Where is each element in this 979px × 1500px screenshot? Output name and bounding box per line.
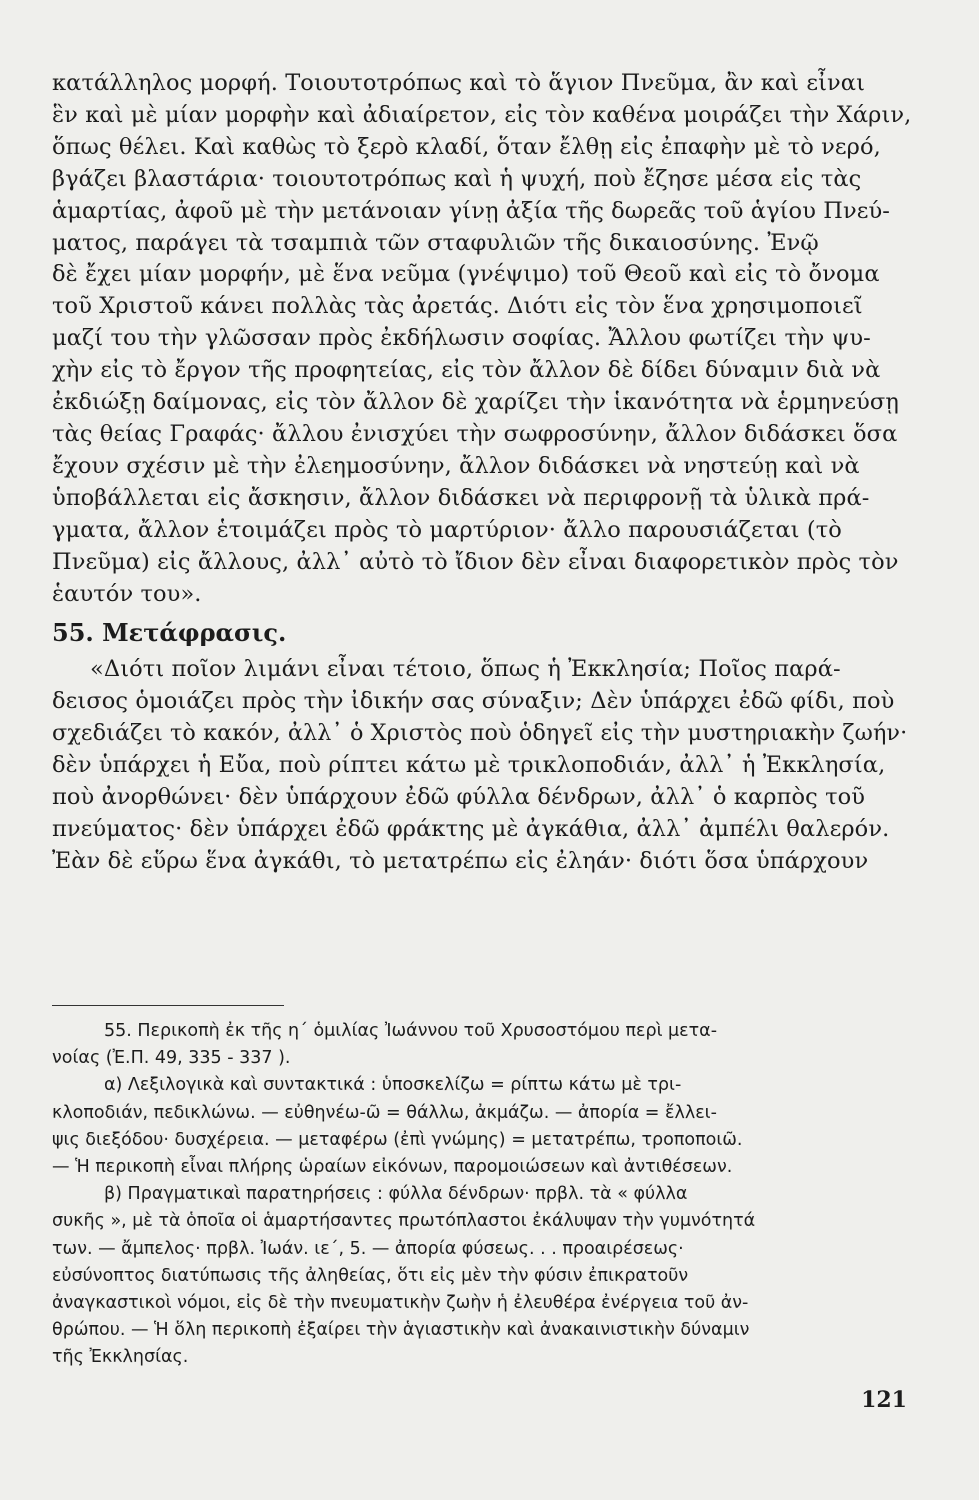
section-heading: 55. Μετάφρασις.: [52, 618, 287, 648]
footnote-line: β) Πραγματικαὶ παρατηρήσεις : φύλλα δένδρων· πρβλ. τὰ « φύλλα: [104, 1184, 688, 1205]
footnote-line: ἀναγκαστικοὶ νόμοι, εἰς δὲ τὴν πνευματικὴν ζωὴν ἡ ἐλευθέρα ἐνέργεια τοῦ ἀν-: [52, 1293, 749, 1314]
footnote-line: 55. Περικοπὴ ἐκ τῆς η΄ ὁμιλίας Ἰωάννου τοῦ Χρυσοστόμου περὶ μετα-: [104, 1021, 718, 1041]
footnote-line: νοίας (Ἐ.Π. 49, 335 - 337 ).: [52, 1048, 291, 1069]
text-line: κατάλληλος μορφή. Τοιουτοτρόπως καὶ τὸ ἅγιον Πνεῦμα, ἂν καὶ εἶναι: [52, 70, 865, 96]
text-line: σχεδιάζει τὸ κακόν, ἀλλ᾽ ὁ Χριστὸς ποὺ ὁδηγεῖ εἰς τὴν μυστηριακὴν ζωήν·: [52, 720, 908, 747]
footnote-line: κλοποδιάν, πεδικλώνω. — εὐθηνέω-ῶ = θάλλω, ἀκμάζω. — ἀπορία = ἔλλει-: [52, 1102, 717, 1123]
footnote-line: ψις διεξόδου· δυσχέρεια. — μεταφέρω (ἐπὶ γνώμης) = μετατρέπω, τροποποιῶ.: [52, 1129, 743, 1150]
footnote-line: θρώπου. — Ἡ ὅλη περικοπὴ ἐξαίρει τὴν ἁγιαστικὴν καὶ ἀνακαινιστικὴν δύναμιν: [52, 1320, 750, 1341]
text-line: γματα, ἄλλον ἑτοιμάζει πρὸς τὸ μαρτύριον· ἄλλο παρουσιάζεται (τὸ: [52, 516, 842, 543]
text-line: δὲ ἔχει μίαν μορφήν, μὲ ἕνα νεῦμα (γνέψιμο) τοῦ Θεοῦ καὶ εἰς τὸ ὄνομα: [52, 261, 880, 288]
footnote-line: τῆς Ἐκκλησίας.: [52, 1347, 189, 1368]
text-line: τὰς θείας Γραφάς· ἄλλου ἐνισχύει τὴν σωφροσύνην, ἄλλον διδάσκει ὅσα: [52, 420, 898, 447]
text-line: βγάζει βλαστάρια· τοιουτοτρόπως καὶ ἡ ψυχή, ποὺ ἔζησε μέσα εἰς τὰς: [52, 165, 862, 192]
text-line: χὴν εἰς τὸ ἔργον τῆς προφητείας, εἰς τὸν ἄλλον δὲ δίδει δύναμιν διὰ νὰ: [52, 357, 881, 384]
footnotes: [52, 1018, 912, 1372]
footnote-line: εὐσύνοπτος διατύπωσις τῆς ἀληθείας, ὅτι εἰς μὲν τὴν φύσιν ἐπικρατοῦν: [52, 1265, 689, 1286]
footnote-divider: [52, 1005, 284, 1006]
text-line: ματος, παράγει τὰ τσαμπιὰ τῶν σταφυλιῶν τῆς δικαιοσύνης. Ἐνῷ: [52, 229, 819, 256]
page-number: 121: [861, 1387, 907, 1413]
text-line: ἐκδιώξῃ δαίμονας, εἰς τὸν ἄλλον δὲ χαρίζει τὴν ἱκανότητα νὰ ἑρμηνεύσῃ: [52, 389, 899, 416]
footnote-line: των. — ἄμπελος· πρβλ. Ἰωάν. ιε΄, 5. — ἀπορία φύσεως. . . προαιρέσεως·: [52, 1238, 684, 1259]
text-line: πνεύματος· δὲν ὑπάρχει ἐδῶ φράκτης μὲ ἀγκάθια, ἀλλ᾽ ἀμπέλι θαλερόν.: [52, 815, 890, 842]
text-line: Πνεῦμα) εἰς ἄλλους, ἀλλ᾽ αὐτὸ τὸ ἴδιον δὲν εἶναι διαφορετικὸν πρὸς τὸν: [52, 548, 899, 575]
footnote-line: α) Λεξιλογικὰ καὶ συντακτικά : ὑποσκελίζω = ρίπτω κάτω μὲ τρι-: [104, 1075, 682, 1096]
text-line: «Διότι ποῖον λιμάνι εἶναι τέτοιο, ὅπως ἡ Ἐκκλησία; Ποῖος παρά-: [90, 656, 841, 683]
footnote-line: συκῆς », μὲ τὰ ὁποῖα οἱ ἁμαρτήσαντες πρωτόπλαστοι ἐκάλυψαν τὴν γυμνότητά: [52, 1211, 756, 1232]
text-line: Ἐὰν δὲ εὕρω ἕνα ἀγκάθι, τὸ μετατρέπω εἰς ἐληάν· διότι ὅσα ὑπάρχουν: [52, 847, 869, 874]
main-text: [52, 68, 912, 878]
text-line: ὑποβάλλεται εἰς ἄσκησιν, ἄλλον διδάσκει νὰ περιφρονῇ τὰ ὑλικὰ πρά-: [52, 484, 870, 511]
text-line: δὲν ὑπάρχει ἡ Εὔα, ποὺ ρίπτει κάτω μὲ τρικλοποδιάν, ἀλλ᾽ ἡ Ἐκκλησία,: [52, 752, 886, 779]
text-line: δεισος ὁμοιάζει πρὸς τὴν ἰδικήν σας σύναξιν; Δὲν ὑπάρχει ἐδῶ φίδι, ποὺ: [52, 688, 895, 715]
footnote-line: — Ἡ περικοπὴ εἶναι πλήρης ὡραίων εἰκόνων, παρομοιώσεων καὶ ἀντιθέσεων.: [52, 1157, 733, 1178]
text-line: ἁμαρτίας, ἀφοῦ μὲ τὴν μετάνοιαν γίνῃ ἀξία τῆς δωρεᾶς τοῦ ἁγίου Πνεύ-: [52, 197, 890, 224]
text-line: ἔχουν σχέσιν μὲ τὴν ἐλεημοσύνην, ἄλλον διδάσκει νὰ νηστεύῃ καὶ νὰ: [52, 452, 860, 479]
text-line: ἑαυτόν του».: [52, 580, 202, 607]
text-line: μαζί του τὴν γλῶσσαν πρὸς ἐκδήλωσιν σοφίας. Ἄλλου φωτίζει τὴν ψυ-: [52, 325, 871, 352]
text-line: ἓν καὶ μὲ μίαν μορφὴν καὶ ἀδιαίρετον, εἰς τὸν καθένα μοιράζει τὴν Χάριν,: [52, 101, 912, 128]
text-line: τοῦ Χριστοῦ κάνει πολλὰς τὰς ἀρετάς. Διότι εἰς τὸν ἕνα χρησιμοποιεῖ: [52, 293, 863, 320]
text-line: ὅπως θέλει. Καὶ καθὼς τὸ ξερὸ κλαδί, ὅταν ἔλθῃ εἰς ἐπαφὴν μὲ τὸ νερό,: [52, 133, 881, 160]
text-line: ποὺ ἀνορθώνει· δὲν ὑπάρχουν ἐδῶ φύλλα δένδρων, ἀλλ᾽ ὁ καρπὸς τοῦ: [52, 784, 866, 811]
